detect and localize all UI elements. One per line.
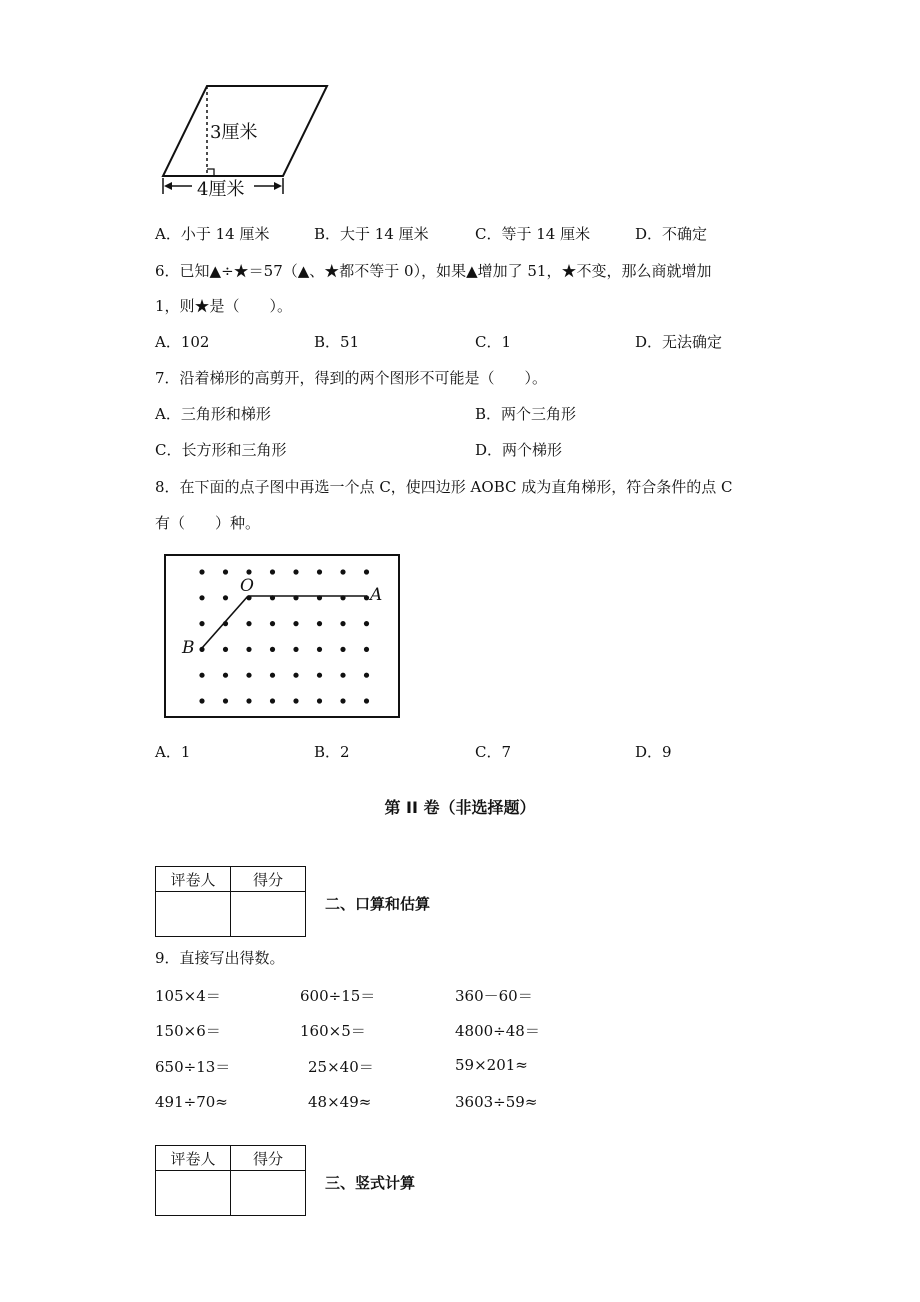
q6-stem-line2: 1，则★是（ ）。 xyxy=(155,297,293,315)
grid-dot[interactable] xyxy=(317,621,322,626)
q9-problem: 650÷13＝ xyxy=(155,1058,231,1076)
grid-dot[interactable] xyxy=(317,673,322,678)
q9-problem: 160×5＝ xyxy=(300,1022,366,1040)
q5-option-c[interactable]: C．等于 14 厘米 xyxy=(475,225,591,243)
score-cell[interactable] xyxy=(231,1171,306,1216)
grid-dot[interactable] xyxy=(270,569,275,574)
grid-dot[interactable] xyxy=(364,569,369,574)
grid-dot[interactable] xyxy=(293,595,298,600)
section3-title: 三、竖式计算 xyxy=(325,1174,416,1192)
grid-dot[interactable] xyxy=(340,595,345,600)
q9-problem: 48×49≈ xyxy=(308,1093,372,1111)
part2-title: 第 II 卷（非选择题） xyxy=(384,798,536,817)
parallelogram-figure xyxy=(150,78,350,203)
score-table-section3 xyxy=(155,1145,306,1216)
grid-dot[interactable] xyxy=(364,595,369,600)
grid-dot[interactable] xyxy=(199,647,204,652)
grid-dot[interactable] xyxy=(270,595,275,600)
q9-problem: 360－60＝ xyxy=(455,987,533,1005)
grid-dot[interactable] xyxy=(270,647,275,652)
q7-option-c[interactable]: C．长方形和三角形 xyxy=(155,441,287,459)
q7-option-b[interactable]: B．两个三角形 xyxy=(475,405,577,423)
score-table-score-header: 得分 xyxy=(231,867,306,892)
q9-problem: 150×6＝ xyxy=(155,1022,221,1040)
point-label-a: A xyxy=(370,585,383,605)
q5-option-b[interactable]: B．大于 14 厘米 xyxy=(314,225,429,243)
grid-dot[interactable] xyxy=(246,647,251,652)
grid-dot[interactable] xyxy=(364,673,369,678)
point-label-b: B xyxy=(182,638,195,658)
score-table-grader-header: 评卷人 xyxy=(156,867,231,892)
grid-dot[interactable] xyxy=(223,569,228,574)
grid-dot[interactable] xyxy=(223,621,228,626)
grader-cell[interactable] xyxy=(156,1171,231,1216)
q9-problem: 491÷70≈ xyxy=(155,1093,228,1111)
grid-dot[interactable] xyxy=(340,569,345,574)
grid-dot[interactable] xyxy=(270,621,275,626)
grid-dot[interactable] xyxy=(223,595,228,600)
q9-problem: 600÷15＝ xyxy=(300,987,376,1005)
q9-stem: 9．直接写出得数。 xyxy=(155,949,285,967)
grid-dot[interactable] xyxy=(293,647,298,652)
q7-option-a[interactable]: A．三角形和梯形 xyxy=(155,405,271,423)
score-table-grader-header: 评卷人 xyxy=(156,1146,231,1171)
q6-option-b[interactable]: B．51 xyxy=(314,333,360,351)
grid-dot[interactable] xyxy=(199,621,204,626)
q9-problem: 105×4＝ xyxy=(155,987,221,1005)
q9-problem: 3603÷59≈ xyxy=(455,1093,538,1111)
section2-title: 二、口算和估算 xyxy=(325,895,431,913)
grid-dot[interactable] xyxy=(199,673,204,678)
score-cell[interactable] xyxy=(231,892,306,937)
grid-dot[interactable] xyxy=(317,569,322,574)
grid-dot[interactable] xyxy=(340,647,345,652)
grid-dot[interactable] xyxy=(293,569,298,574)
q7-stem: 7．沿着梯形的高剪开，得到的两个图形不可能是（ ）。 xyxy=(155,369,548,387)
grid-dot[interactable] xyxy=(364,647,369,652)
grid-dot[interactable] xyxy=(223,698,228,703)
grid-dot[interactable] xyxy=(246,698,251,703)
q8-option-d[interactable]: D．9 xyxy=(635,743,672,761)
q7-option-d[interactable]: D．两个梯形 xyxy=(475,441,563,459)
height-label: 3厘米 xyxy=(210,122,258,143)
q6-stem-line1: 6．已知▲÷★＝57（▲、★都不等于 0），如果▲增加了 51，★不变，那么商就增加 xyxy=(155,262,712,280)
point-label-o: O xyxy=(240,576,254,596)
grid-dot[interactable] xyxy=(317,698,322,703)
q8-option-c[interactable]: C．7 xyxy=(475,743,512,761)
grid-dot[interactable] xyxy=(340,698,345,703)
q9-problem: 4800÷48＝ xyxy=(455,1022,540,1040)
score-table-score-header: 得分 xyxy=(231,1146,306,1171)
grid-dot[interactable] xyxy=(223,673,228,678)
grid-dot[interactable] xyxy=(223,647,228,652)
grid-dot[interactable] xyxy=(340,673,345,678)
score-table-section2 xyxy=(155,866,306,937)
q9-problem: 25×40＝ xyxy=(308,1058,374,1076)
dot-grid-figure xyxy=(160,553,405,721)
grid-dot[interactable] xyxy=(317,647,322,652)
grid-dot[interactable] xyxy=(317,595,322,600)
q6-option-a[interactable]: A．102 xyxy=(155,333,210,351)
grid-dot[interactable] xyxy=(199,698,204,703)
grid-dot[interactable] xyxy=(246,673,251,678)
grader-cell[interactable] xyxy=(156,892,231,937)
q8-stem-line2: 有（ ）种。 xyxy=(155,514,261,532)
grid-dot[interactable] xyxy=(246,621,251,626)
q8-option-a[interactable]: A．1 xyxy=(155,743,191,761)
grid-dot[interactable] xyxy=(364,621,369,626)
q6-option-c[interactable]: C．1 xyxy=(475,333,512,351)
grid-dot[interactable] xyxy=(293,621,298,626)
q5-option-d[interactable]: D．不确定 xyxy=(635,225,708,243)
grid-dot[interactable] xyxy=(199,595,204,600)
grid-dot[interactable] xyxy=(293,673,298,678)
grid-dot[interactable] xyxy=(270,698,275,703)
grid-dot[interactable] xyxy=(293,698,298,703)
q8-stem-line1: 8．在下面的点子图中再选一个点 C，使四边形 AOBC 成为直角梯形，符合条件的点 C xyxy=(155,478,733,496)
q9-problem: 59×201≈ xyxy=(455,1056,528,1074)
grid-dot[interactable] xyxy=(270,673,275,678)
q8-option-b[interactable]: B．2 xyxy=(314,743,350,761)
grid-dot[interactable] xyxy=(246,569,251,574)
grid-dot[interactable] xyxy=(340,621,345,626)
grid-dot[interactable] xyxy=(199,569,204,574)
grid-dot[interactable] xyxy=(364,698,369,703)
q5-option-a[interactable]: A．小于 14 厘米 xyxy=(155,225,270,243)
q6-option-d[interactable]: D．无法确定 xyxy=(635,333,723,351)
base-label: 4厘米 xyxy=(197,179,245,200)
